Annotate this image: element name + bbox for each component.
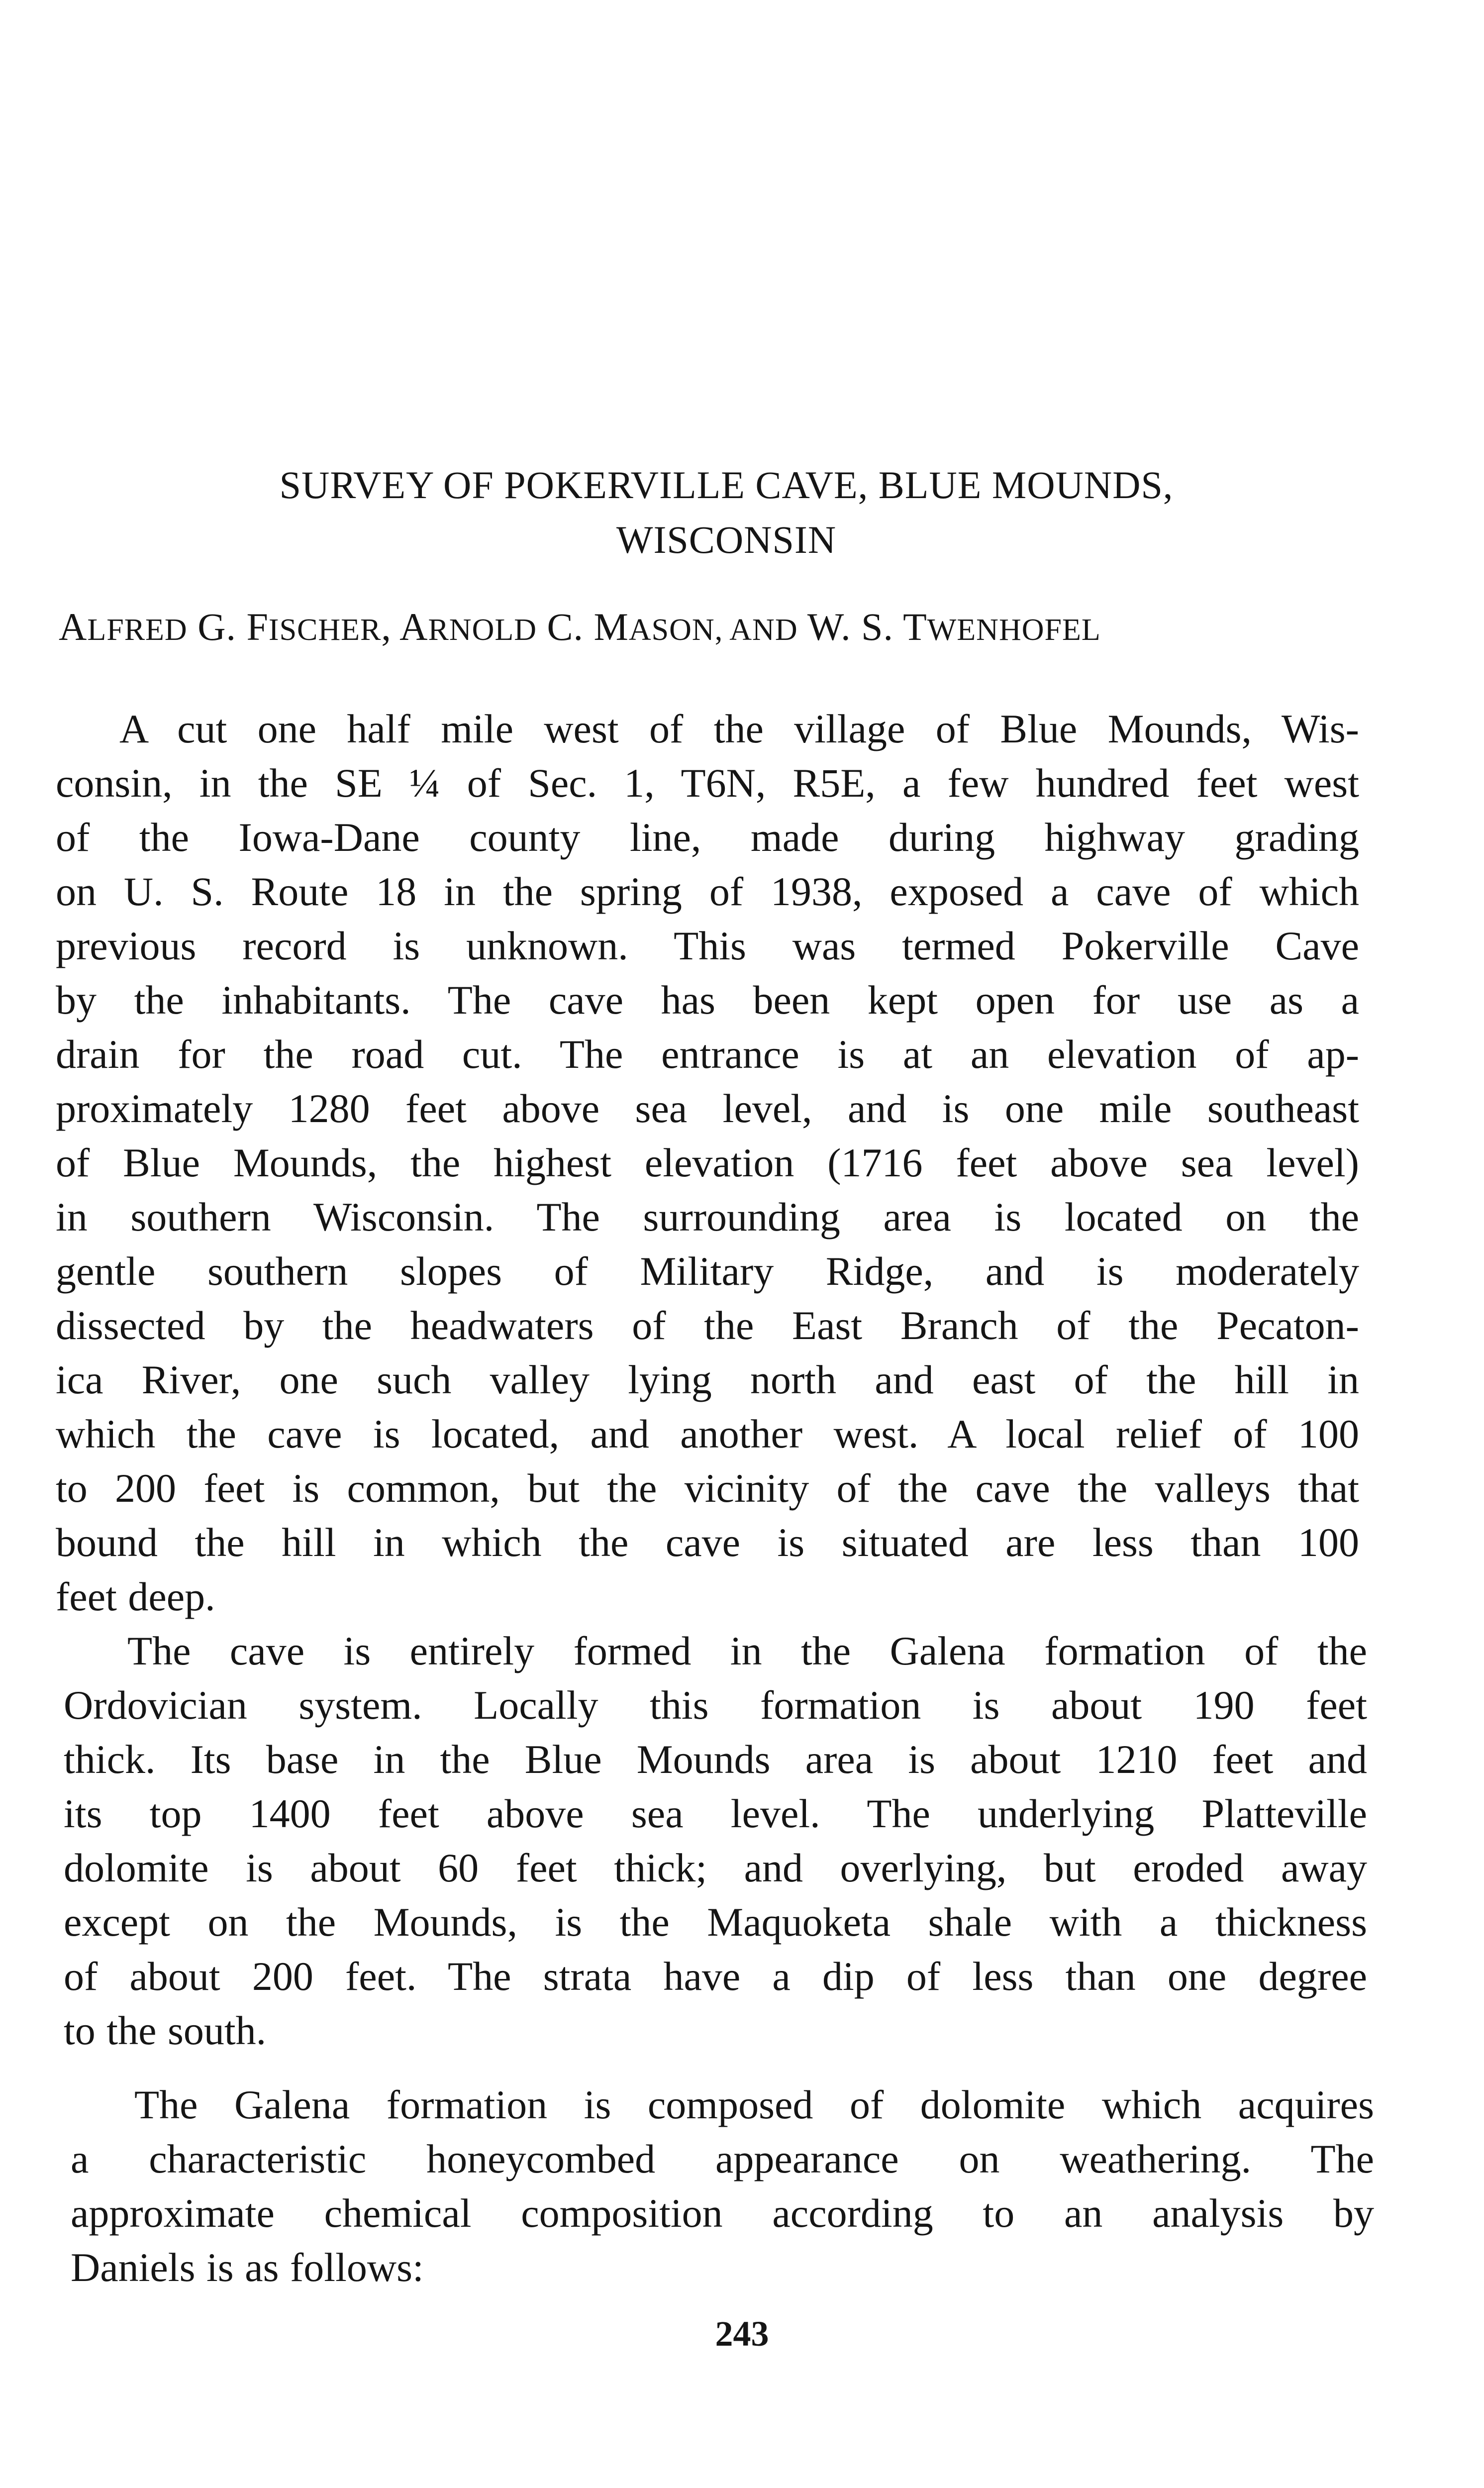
paragraph-line: of the Iowa-Dane county line, made during highway grading: [56, 815, 1359, 860]
body-paragraph-2: [64, 1624, 1367, 2058]
paragraph-line: except on the Mounds, is the Maquoketa shale with a thickness: [64, 1899, 1367, 1945]
paragraph-line: in southern Wisconsin. The surrounding area is located on the: [56, 1194, 1359, 1240]
paragraph-line: of about 200 feet. The strata have a dip of less than one degree: [64, 1954, 1367, 1999]
paragraph-line: on U. S. Route 18 in the spring of 1938, exposed a cave of which: [56, 869, 1359, 914]
paragraph-line: which the cave is located, and another west. A local relief of 100: [56, 1411, 1359, 1456]
paragraph-line: to the south.: [64, 2008, 267, 2053]
paragraph-line: its top 1400 feet above sea level. The underlying Platteville: [64, 1791, 1367, 1836]
paragraph-line: The cave is entirely formed in the Galena formation of the: [127, 1628, 1367, 1673]
paragraph-line: previous record is unknown. This was termed Pokerville Cave: [56, 923, 1359, 968]
article-authors: ALFRED G. FISCHER, ARNOLD C. MASON, AND W. S. TWENHOFEL: [59, 605, 1101, 648]
paragraph-line: A cut one half mile west of the village of Blue Mounds, Wis-: [119, 706, 1359, 751]
paragraph-line: ica River, one such valley lying north and east of the hill in: [56, 1357, 1359, 1402]
paragraph-line: consin, in the SE ¼ of Sec. 1, T6N, R5E, a few hundred feet west: [56, 760, 1359, 806]
paragraph-line: gentle southern slopes of Military Ridge, and is moderately: [56, 1248, 1359, 1294]
title-line-2: WISCONSIN: [616, 518, 837, 561]
paragraph-line: feet deep.: [56, 1574, 215, 1619]
paragraph-line: Ordovician system. Locally this formation is about 190 feet: [64, 1682, 1367, 1728]
paragraph-line: dolomite is about 60 feet thick; and overlying, but eroded away: [64, 1845, 1367, 1890]
paragraph-line: approximate chemical composition according to an analysis by: [71, 2190, 1374, 2236]
paragraph-line: a characteristic honeycombed appearance on weathering. The: [71, 2136, 1374, 2181]
title-line-1: SURVEY OF POKERVILLE CAVE, BLUE MOUNDS,: [279, 463, 1174, 507]
body-paragraph-1: [56, 702, 1359, 1624]
paragraph-line: Daniels is as follows:: [71, 2245, 424, 2290]
body-paragraph-3: [71, 2077, 1374, 2294]
paragraph-line: dissected by the headwaters of the East Branch of the Pecaton-: [56, 1303, 1359, 1348]
paragraph-line: by the inhabitants. The cave has been kept open for use as a: [56, 977, 1359, 1023]
article-title: [80, 458, 1373, 567]
paragraph-line: drain for the road cut. The entrance is at an elevation of ap-: [56, 1032, 1359, 1077]
paragraph-line: thick. Its base in the Blue Mounds area is about 1210 feet and: [64, 1737, 1367, 1782]
paragraph-line: proximately 1280 feet above sea level, and is one mile southeast: [56, 1086, 1359, 1131]
paragraph-line: of Blue Mounds, the highest elevation (1716 feet above sea level): [56, 1140, 1359, 1185]
paragraph-line: to 200 feet is common, but the vicinity of the cave the valleys that: [56, 1465, 1359, 1511]
page-number: 243: [715, 2314, 769, 2354]
paragraph-line: The Galena formation is composed of dolomite which acquires: [134, 2082, 1374, 2127]
paragraph-line: bound the hill in which the cave is situated are less than 100: [56, 1520, 1359, 1565]
